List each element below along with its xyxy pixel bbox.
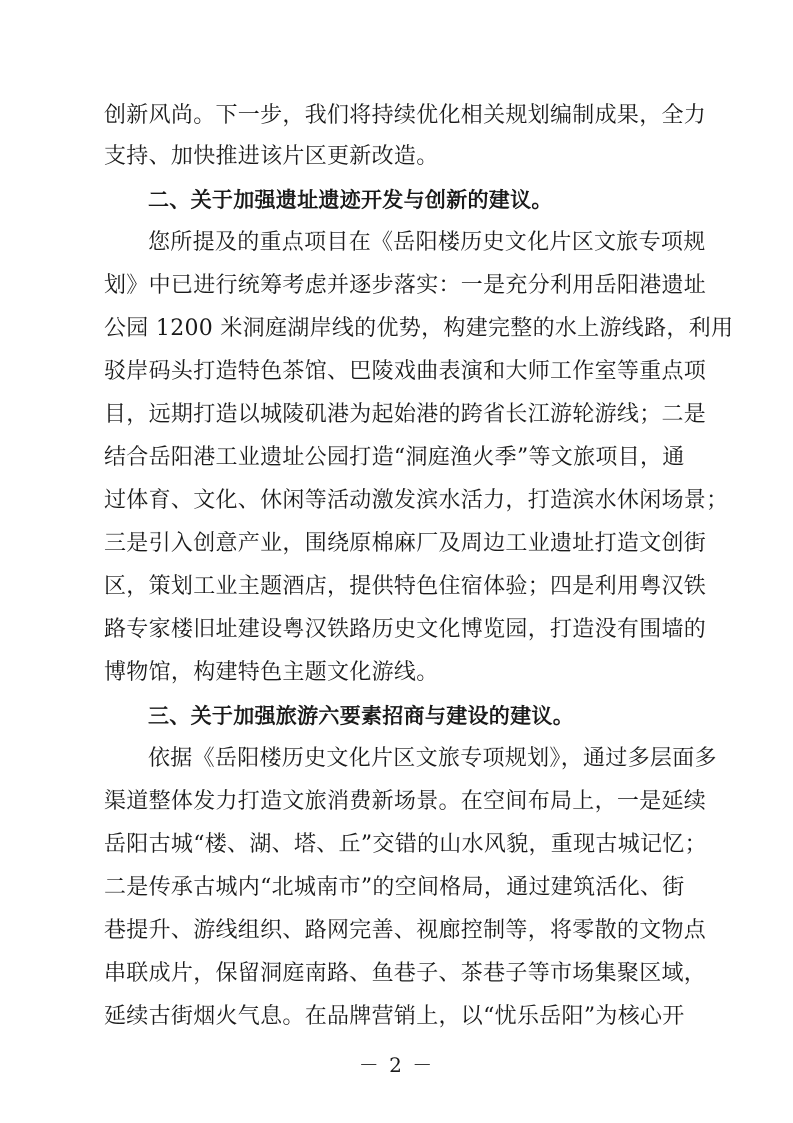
body-text-line: 创新风尚。下一步，我们将持续优化相关规划编制成果，全力 (104, 103, 707, 128)
body-text-line: 结合岳阳港工业遗址公园打造“洞庭渔火季”等文旅项目，通 (104, 445, 685, 470)
body-text-line: 巷提升、游线组织、路网完善、视廊控制等，将零散的文物点 (104, 918, 707, 943)
body-text-line: 区，策划工业主题酒店，提供特色住宿体验；四是利用粤汉铁 (104, 574, 707, 599)
body-text-line: 串联成片，保留洞庭南路、鱼巷子、茶巷子等市场集聚区域， (104, 961, 707, 986)
body-text-line: 支持、加快推进该片区更新改造。 (104, 144, 439, 169)
body-text-line: 依据《岳阳楼历史文化片区文旅专项规划》，通过多层面多 (148, 746, 717, 771)
body-text-line: 您所提及的重点项目在《岳阳楼历史文化片区文旅专项规 (148, 230, 706, 255)
section-heading-2: 二、关于加强遗址遗迹开发与创新的建议。 (148, 188, 553, 212)
body-text-line: 公园 1200 米洞庭湖岸线的优势，构建完整的水上游线路，利用 (104, 316, 734, 341)
body-text-line: 博物馆，构建特色主题文化游线。 (104, 660, 439, 685)
body-text-line: 驳岸码头打造特色茶馆、巴陵戏曲表演和大师工作室等重点项 (104, 359, 707, 384)
body-text-line: 延续古街烟火气息。在品牌营销上，以“忧乐岳阳”为核心开 (104, 1004, 685, 1029)
body-text-line: 渠道整体发力打造文旅消费新场景。在空间布局上，一是延续 (104, 789, 707, 814)
body-text-line: 过体育、文化、休闲等活动激发滨水活力，打造滨水休闲场景； (104, 488, 729, 513)
body-text-line: 岳阳古城“楼、湖、塔、丘”交错的山水风貌，重现古城记忆； (104, 832, 707, 857)
body-text-line: 三是引入创意产业，围绕原棉麻厂及周边工业遗址打造文创街 (104, 531, 707, 556)
body-text-line: 二是传承古城内“北城南市”的空间格局，通过建筑活化、街 (104, 875, 685, 900)
section-heading-3: 三、关于加强旅游六要素招商与建设的建议。 (148, 704, 574, 728)
body-text-line: 路专家楼旧址建设粤汉铁路历史文化博览园，打造没有围墙的 (104, 617, 707, 642)
body-text-line: 划》中已进行统筹考虑并逐步落实：一是充分利用岳阳港遗址 (104, 273, 707, 298)
body-text-line: 目，远期打造以城陵矶港为起始港的跨省长江游轮游线；二是 (104, 402, 707, 427)
page-number: － 2 － (358, 1053, 435, 1077)
